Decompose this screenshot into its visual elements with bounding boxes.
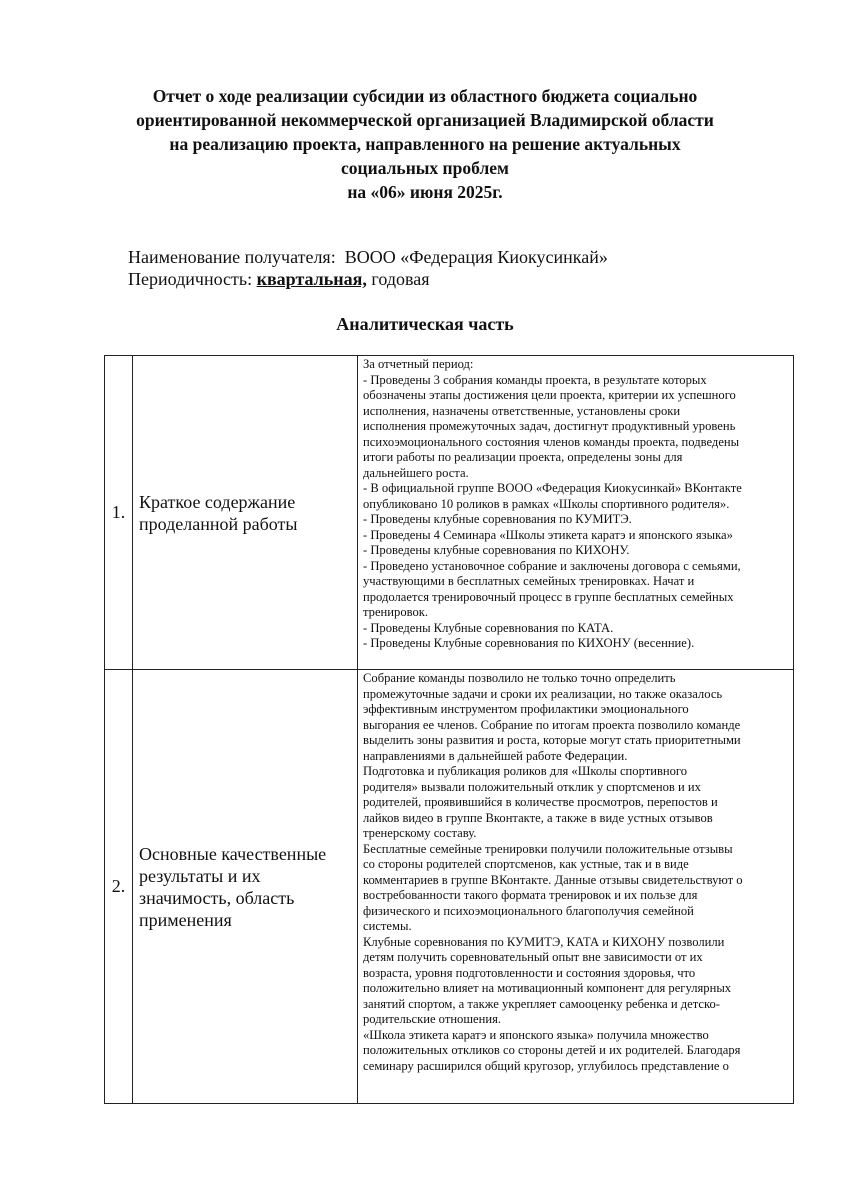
content-line: дальнейшего роста.: [363, 465, 469, 480]
title-line: Отчет о ходе реализации субсидии из областного бюджета социально: [152, 86, 698, 106]
content-line: выделить зоны развития и роста, которые могут стать приоритетными: [363, 733, 741, 747]
periodicity-other: годовая: [371, 269, 430, 289]
content-line: - Проведено установочное собрание и заключены договора с семьями,: [363, 558, 741, 573]
title-line: на реализацию проекта, направленного на решение актуальных: [169, 134, 681, 154]
content-line: направлениями в дальнейшей работе Федерации.: [363, 748, 628, 763]
content-line: комментариев в группе ВКонтакте. Данные отзывы свидетельствуют о: [363, 872, 743, 887]
content-line: Клубные соревнования по КУМИТЭ, КАТА и КИХОНУ позволили: [363, 934, 725, 949]
row-content: [358, 670, 794, 1104]
content-line: исполнения промежуточных задач, достигнут продуктивный уровень: [363, 419, 736, 433]
content-line: системы.: [363, 919, 412, 933]
content-line: продолается тренировочный процесс в группе бесплатных семейных: [363, 589, 734, 604]
content-line: семинару расширился общий кругозор, углубилось представление о: [363, 1058, 729, 1073]
content-line: эффективным инструментом профилактики эмоционального: [363, 702, 689, 716]
content-line: занятий спортом, а также укрепляет самооценку ребенка и детско-: [363, 996, 720, 1011]
content-line: опубликовано 10 роликов в рамках «Школы спортивного родителя».: [363, 496, 730, 511]
content-line: - Проведены клубные соревнования по КУМИТЭ.: [363, 512, 632, 526]
content-line: «Школа этикета каратэ и японского языка» получила множество: [363, 1027, 709, 1042]
content-line: тренировок.: [363, 605, 429, 619]
content-line: За отчетный период:: [363, 357, 474, 371]
row-number: 2.: [105, 670, 133, 1104]
content-line: участвующими в бесплатных семейных тренировках. Начат и: [363, 574, 695, 588]
row-number: 1.: [105, 356, 133, 670]
content-line: промежуточные задачи и сроки их реализации, но также оказалось: [363, 686, 723, 701]
content-line: выгорания ее членов. Собрание по итогам проекта позволило команде: [363, 717, 741, 732]
content-line: детям получить соревновательный опыт вне зависимости от их: [363, 950, 703, 964]
content-line: лайков видео в группе Вконтакте, а также в виде устных отзывов: [363, 810, 713, 825]
analytics-table: [104, 355, 794, 1104]
title-date: на «06» июня 2025г.: [347, 182, 503, 202]
content-line: родительские отношения.: [363, 1012, 502, 1026]
content-line: - Проведены Клубные соревнования по КАТА.: [363, 620, 614, 635]
row-content: [358, 356, 794, 670]
content-line: - В официальной группе ВООО «Федерация Киокусинкай» ВКонтакте: [363, 481, 742, 495]
periodicity-selected: квартальная,: [256, 269, 367, 289]
content-line: обозначены этапы достижения цели проекта, критерии их успешного: [363, 388, 736, 402]
content-line: Собрание команды позволило не только точно определить: [363, 671, 676, 685]
content-line: физического и психоэмоционального благополучия семейной: [363, 903, 694, 918]
row-label: Краткое содержание проделанной работы: [133, 356, 358, 670]
title-line: социальных проблем: [341, 158, 509, 178]
content-line: Подготовка и публикация роликов для «Школы спортивного: [363, 764, 688, 778]
content-line: итоги работы по реализации проекта, определены зоны для: [363, 450, 683, 464]
content-line: - Проведены Клубные соревнования по КИХОНУ (весенние).: [363, 636, 695, 650]
periodicity-label: Периодичность:: [128, 269, 253, 289]
content-line: возраста, уровня подготовленности и состояния здоровья, что: [363, 965, 696, 980]
periodicity-line: [128, 268, 430, 290]
document-title: [80, 84, 770, 204]
recipient-label: Наименование получателя:: [128, 247, 336, 267]
recipient-line: [128, 246, 608, 268]
content-line: родителя» вызвали положительный отклик у спортсменов и их: [363, 779, 701, 794]
content-line: положительно влияет на мотивационный компонент для регулярных: [363, 981, 732, 995]
content-line: Бесплатные семейные тренировки получили положительные отзывы: [363, 841, 733, 856]
content-line: психоэмоционального состояния членов команды проекта, подведены: [363, 434, 740, 449]
content-line: со стороны родителей спортсменов, как устные, так и в виде: [363, 857, 689, 871]
content-line: - Проведены 4 Семинара «Школы этикета каратэ и японского языка»: [363, 527, 733, 542]
section-heading: Аналитическая часть: [336, 314, 514, 334]
title-line: ориентированной некоммерческой организацией Владимирской области: [136, 110, 714, 130]
row-label: Основные качественные результаты и их значимость, область применения: [133, 670, 358, 1104]
table-row: [105, 670, 794, 1104]
recipient-name: ВООО «Федерация Киокусинкай»: [344, 247, 608, 267]
content-line: тренерскому составу.: [363, 826, 477, 840]
content-line: исполнения, назначены ответственные, установлены сроки: [363, 403, 681, 418]
content-line: востребованности такого формата тренировок и их пользе для: [363, 888, 698, 902]
content-line: - Проведены клубные соревнования по КИХОНУ.: [363, 543, 630, 557]
content-line: положительных откликов со стороны детей и их родителей. Благодаря: [363, 1043, 741, 1057]
content-line: - Проведены 3 собрания команды проекта, в результате которых: [363, 372, 707, 387]
table-row: [105, 356, 794, 670]
content-line: родителей, проявившийся в количестве просмотров, перепостов и: [363, 795, 718, 809]
